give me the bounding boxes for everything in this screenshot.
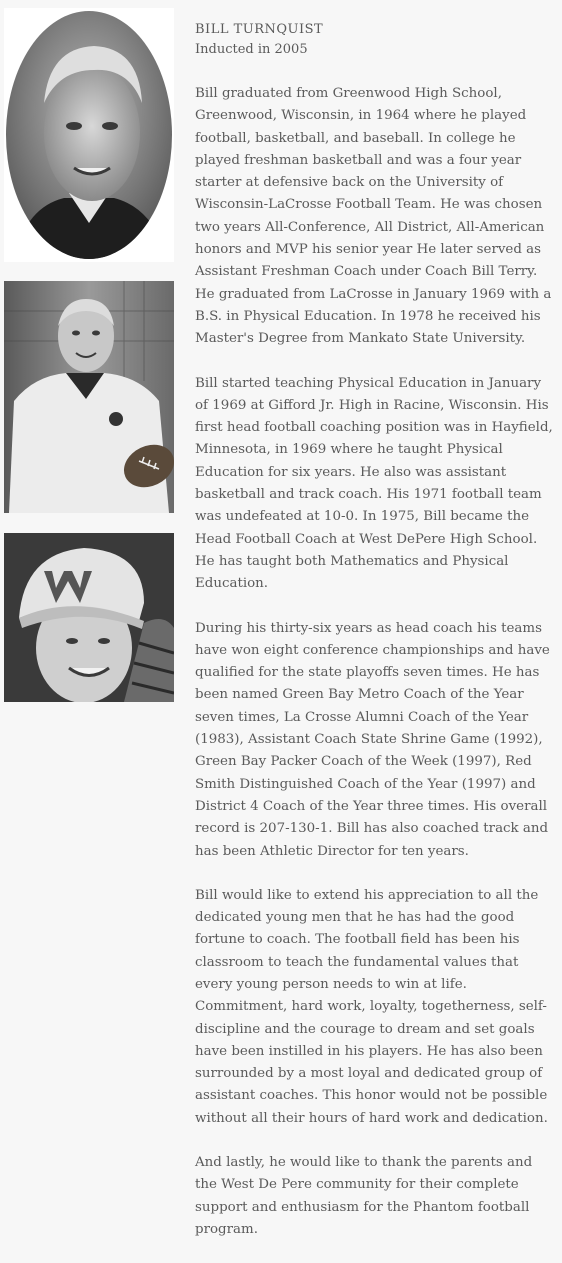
bio-paragraph-achievements: During his thirty-six years as head coach his teams have won eight conference championships and have qualified for the state playoffs seven times. He has been named Green Bay Metro Coach of the Year seven times, La Crosse Alumni Coach of the Year (1983), Assistant Coach State Shrine Game (1992), Green Bay Packer Coach of the Week (1997), Red Smith Distinguished Coach of the Year (1997) and District 4 Coach of the Year three times. His overall record is 207-130-1. Bill has also coached track and has been Athletic Director for ten years. <box>195 620 550 859</box>
induction-year: Inducted in 2005 <box>195 42 308 57</box>
bio-paragraph-appreciation: Bill would like to extend his appreciation to all the dedicated young men that he has had the good fortune to coach. The football field has been his classroom to teach the fundamental values that every young person needs to win at life. Commitment, hard work, loyalty, togetherness, self-discipline and the courage to dream and set goals have been instilled in his players. He has also been surrounded by a most loyal and dedicated group of assistant coaches. This honor would not be possible without all their hours of hard work and dedication. <box>195 887 548 1126</box>
inductee-name: BILL TURNQUIST <box>195 22 324 37</box>
coaching-photo <box>4 281 174 513</box>
bio-paragraph-thanks: And lastly, he would like to thank the parents and the West De Pere community for their complete support and enthusiasm for the Phantom football program. <box>195 1155 533 1237</box>
bio-paragraph-education: Bill graduated from Greenwood High School, Greenwood, Wisconsin, in 1964 where he played football, basketball, and baseball. In college he played freshman basketball and was a four year starter at defensive back on the University of Wisconsin-LaCrosse Football Team. He was chosen two years All-Conference, All District, All-American honors and MVP his senior year He later served as Assistant Freshman Coach under Coach Bill Terry. He graduated from LaCrosse in January 1969 with a B.S. in Physical Education. In 1978 he received his Master's Degree from Mankato State University. <box>195 86 552 347</box>
portrait-photo-headshot <box>4 8 174 262</box>
bio-paragraph-teaching: Bill started teaching Physical Education in January of 1969 at Gifford Jr. High in Racine, Wisconsin. His first head football coaching position was in Hayfield, Minnesota, in 1969 where he taught Physical Education for six years. He also was assistant basketball and track coach. His 1971 football team was undefeated at 10-0. In 1975, Bill became the Head Football Coach at West DePere High School. He has taught both Mathematics and Physical Education. <box>195 375 553 592</box>
bio-text-column <box>195 20 555 1263</box>
cap-photo <box>4 533 174 702</box>
photo-column <box>0 0 180 1200</box>
